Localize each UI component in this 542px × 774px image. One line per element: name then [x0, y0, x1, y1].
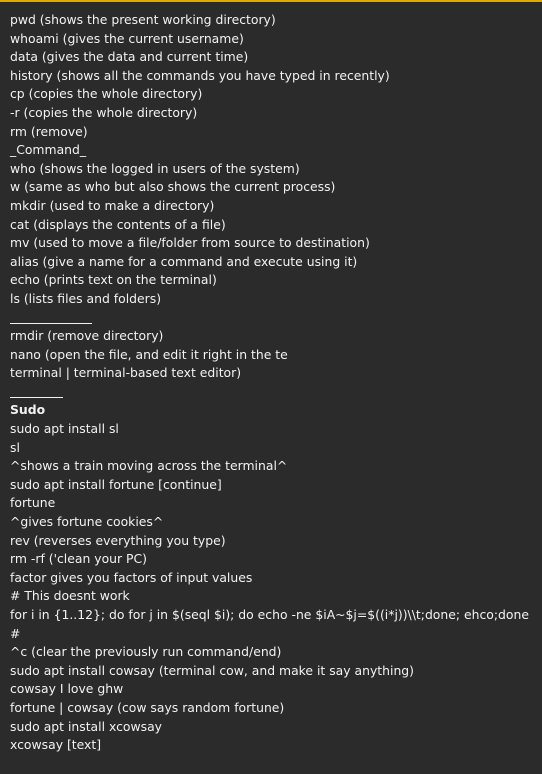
- note-line: fortune: [10, 495, 56, 511]
- note-line: echo (prints text on the terminal): [10, 272, 217, 288]
- note-line: ^c (clear the previously run command/end): [10, 644, 282, 660]
- separator-underline: [10, 397, 63, 398]
- note-line: ls (lists files and folders): [10, 290, 162, 306]
- note-line: ^gives fortune cookies^: [10, 514, 164, 530]
- note-line: sl: [10, 439, 20, 455]
- note-line: sudo apt install fortune [continue]: [10, 476, 222, 492]
- note-line: w (same as who but also shows the current process): [10, 179, 336, 195]
- note-line: rm -rf ('clean your PC): [10, 551, 148, 567]
- separator-line: [10, 383, 538, 402]
- note-line: _Command_: [10, 142, 87, 158]
- note-line: mv (used to move a file/folder from source to destination): [10, 235, 370, 251]
- note-line: history (shows all the commands you have typed in recently): [10, 67, 390, 83]
- note-line: factor gives you factors of input values: [10, 569, 253, 585]
- note-line: xcowsay [text]: [10, 737, 102, 753]
- note-line: rm (remove): [10, 123, 88, 139]
- note-line: sudo apt install sl: [10, 421, 119, 437]
- section-heading: Sudo: [10, 402, 46, 418]
- note-line: nano (open the file, and edit it right in the te: [10, 346, 288, 362]
- note-line: mkdir (used to make a directory): [10, 197, 215, 213]
- note-line: cat (displays the contents of a file): [10, 216, 226, 232]
- note-line: sudo apt install cowsay (terminal cow, and make it say anything): [10, 662, 415, 678]
- note-line: alias (give a name for a command and execute using it): [10, 253, 358, 269]
- note-line: -r (copies the whole directory): [10, 104, 198, 120]
- note-line: #: [10, 625, 21, 641]
- notes-text-body[interactable]: [10, 11, 538, 755]
- note-line: data (gives the data and current time): [10, 49, 249, 65]
- note-line: ^shows a train moving across the terminal^: [10, 458, 288, 474]
- note-line: rev (reverses everything you type): [10, 532, 226, 548]
- note-line: cowsay I love ghw: [10, 681, 124, 697]
- note-line: # This doesnt work: [10, 588, 130, 604]
- separator-underline: [10, 323, 92, 324]
- note-line: pwd (shows the present working directory): [10, 12, 276, 27]
- note-line: whoami (gives the current username): [10, 30, 244, 46]
- note-line: terminal | terminal-based text editor): [10, 365, 242, 381]
- separator-line: [10, 309, 538, 328]
- note-line: sudo apt install xcowsay: [10, 718, 162, 734]
- note-line: for i in {1..12}; do for j in $(seql $i); do echo -ne $iA~$j=$((i*j))\\t;done; ehco;done: [10, 607, 529, 622]
- note-line: fortune | cowsay (cow says random fortune): [10, 699, 285, 715]
- top-accent-bar: [0, 0, 542, 2]
- note-line: rmdir (remove directory): [10, 328, 164, 344]
- note-line: cp (copies the whole directory): [10, 86, 203, 102]
- note-line: who (shows the logged in users of the system): [10, 160, 300, 176]
